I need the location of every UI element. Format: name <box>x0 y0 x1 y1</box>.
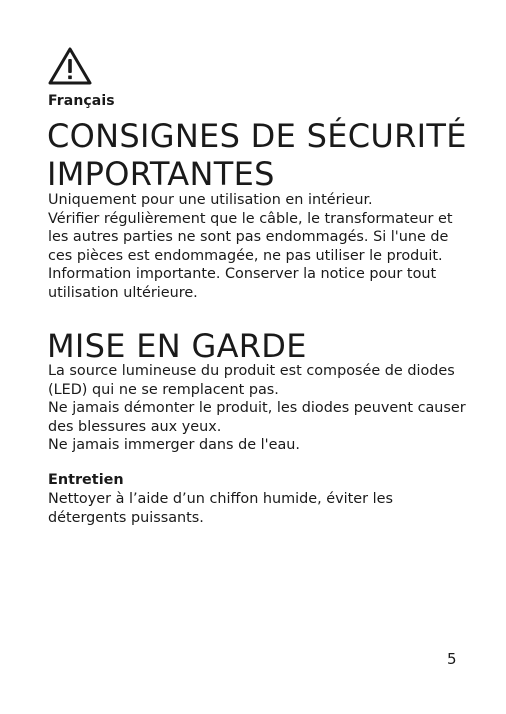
language-label: Français <box>48 93 115 109</box>
warning-text <box>48 362 468 455</box>
safety-title-line2: IMPORTANTES <box>47 155 275 193</box>
maintenance-paragraph: Nettoyer à l’aide d’un chiffon humide, éviter les détergents puissants. <box>48 491 393 526</box>
warning-triangle-icon <box>47 46 93 86</box>
safety-paragraph: Information importante. Conserver la notice pour tout utilisation ultérieure. <box>48 266 437 301</box>
section-title-warning: MISE EN GARDE <box>47 327 307 365</box>
warning-paragraph: La source lumineuse du produit est composée de diodes (LED) qui ne se remplacent pas. <box>48 363 455 398</box>
safety-text <box>48 191 468 303</box>
maintenance-title: Entretien <box>48 472 124 488</box>
safety-paragraph: Vérifier régulièrement que le câble, le transformateur et les autres parties ne sont pas endommagés. Si l'une de ces pièces est endommagée, ne pas utiliser le produit. <box>48 210 453 264</box>
page-number: 5 <box>447 650 457 668</box>
safety-paragraph: Uniquement pour une utilisation en intérieur. <box>48 192 373 208</box>
warning-paragraph: Ne jamais démonter le produit, les diodes peuvent causer des blessures aux yeux. <box>48 400 466 435</box>
warning-paragraph: Ne jamais immerger dans de l'eau. <box>48 437 300 454</box>
maintenance-text <box>48 490 468 527</box>
section-title-safety <box>47 117 477 193</box>
safety-title-line1: CONSIGNES DE SÉCURITÉ <box>47 117 467 155</box>
